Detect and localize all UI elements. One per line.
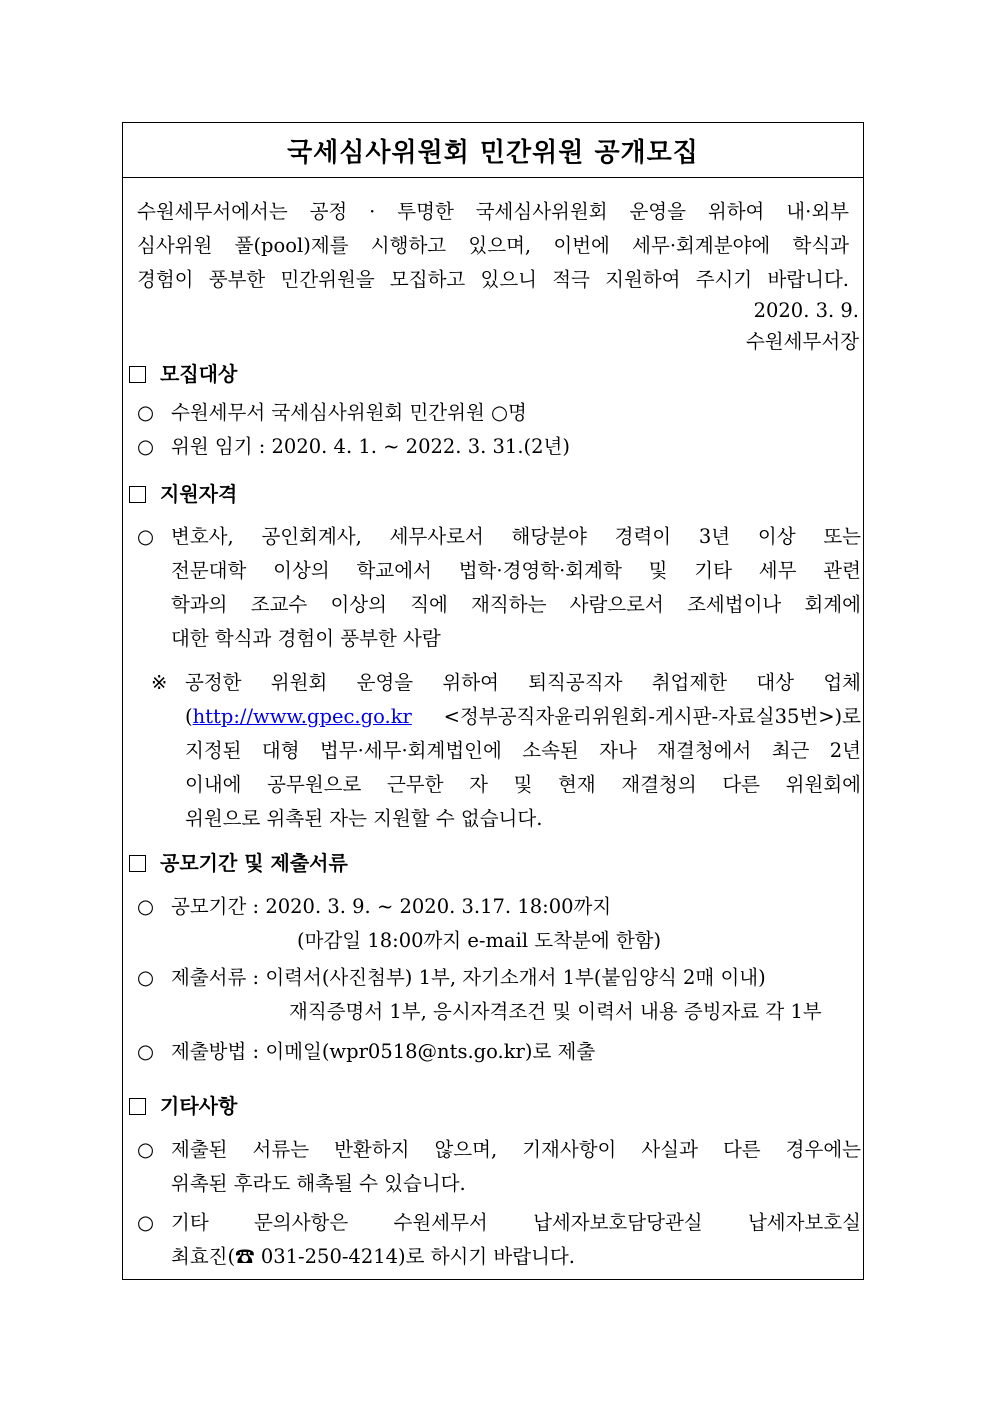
checkbox-square-icon [129,855,146,872]
documents-sub-line: 재직증명서 1부, 응시자격조건 및 이력서 내용 증빙자료 각 1부 [289,1000,822,1023]
notice-box [122,122,864,1280]
circle-bullet-icon: ○ [137,435,155,458]
note-line: 이내에 공무원으로 근무한 자 및 현재 재결청의 다른 위원회에 [185,773,861,796]
notice-date: 2020. 3. 9. [753,299,859,322]
section-heading-recruit: 모집대상 [129,357,237,391]
intro-line: 수원세무서에서는 공정 · 투명한 국세심사위원회 운영을 위하여 내·외부 [137,200,849,223]
circle-bullet-icon: ○ [137,1040,155,1063]
period-sub-line: (마감일 18:00까지 e-mail 도착분에 한함) [297,929,662,952]
list-item: ○ 수원세무서 국세심사위원회 민간위원 ○명 [137,396,527,430]
page-title: 국세심사위원회 민간위원 공개모집 [287,137,699,168]
circle-bullet-icon: ○ [137,895,155,918]
list-item: ○ 제출서류 : 이력서(사진첨부) 1부, 자기소개서 1부(붙임양식 2매 이내) [137,961,766,995]
etc-line: 최효진(☎ 031-250-4214)로 하시기 바랍니다. [171,1245,575,1268]
section-heading-etc: 기타사항 [129,1089,237,1123]
note-line: (http://www.gpec.go.kr <정부공직자윤리위원회-게시판-자료실35번>)로 [185,700,861,734]
list-item: ○ 변호사, 공인회계사, 세무사로서 해당분야 경력이 3년 이상 또는 [137,520,861,554]
qualification-line: 대한 학식과 경험이 풍부한 사람 [171,627,441,650]
circle-bullet-icon: ○ [137,525,155,548]
checkbox-square-icon [129,366,146,383]
list-item: ○ 위원 임기 : 2020. 4. 1. ~ 2022. 3. 31.(2년) [137,430,570,464]
circle-bullet-icon: ○ [137,1211,155,1234]
title-row [123,123,863,178]
intro-line: 경험이 풍부한 민간위원을 모집하고 있으니 적극 지원하여 주시기 바랍니다. [137,268,849,291]
etc-line: 위촉된 후라도 해촉될 수 있습니다. [171,1172,466,1195]
section-heading-qualification: 지원자격 [129,477,237,511]
circle-bullet-icon: ○ [137,1138,155,1161]
section-heading-period: 공모기간 및 제출서류 [129,846,348,880]
note-line: 위원으로 위촉된 자는 지원할 수 없습니다. [185,807,543,830]
notice-signer: 수원세무서장 [745,330,859,353]
note-link-wrapper: (http://www.gpec.go.kr [185,705,412,728]
circle-bullet-icon: ○ [137,401,155,424]
gpec-link[interactable]: http://www.gpec.go.kr [192,705,412,728]
list-item: ○ 기타 문의사항은 수원세무서 납세자보호담당관실 납세자보호실 [137,1206,861,1240]
qualification-line: 전문대학 이상의 학교에서 법학·경영학·회계학 및 기타 세무 관련 [171,559,861,582]
intro-line: 심사위원 풀(pool)제를 시행하고 있으며, 이번에 세무·회계분야에 학식과 [137,234,849,257]
checkbox-square-icon [129,1098,146,1115]
checkbox-square-icon [129,486,146,503]
note-line: ※ 공정한 위원회 운영을 위하여 퇴직공직자 취업제한 대상 업체 [151,666,861,700]
note-mark: ※ [151,671,168,694]
list-item: ○ 공모기간 : 2020. 3. 9. ~ 2020. 3.17. 18:00까지 [137,890,611,924]
note-line: 지정된 대형 법무·세무·회계법인에 소속된 자나 재결청에서 최근 2년 [185,739,861,762]
list-item: ○ 제출된 서류는 반환하지 않으며, 기재사항이 사실과 다른 경우에는 [137,1133,861,1167]
qualification-line: 학과의 조교수 이상의 직에 재직하는 사람으로서 조세법이나 회계에 [171,593,861,616]
circle-bullet-icon: ○ [137,966,155,989]
list-item: ○ 제출방법 : 이메일(wpr0518@nts.go.kr)로 제출 [137,1035,595,1069]
